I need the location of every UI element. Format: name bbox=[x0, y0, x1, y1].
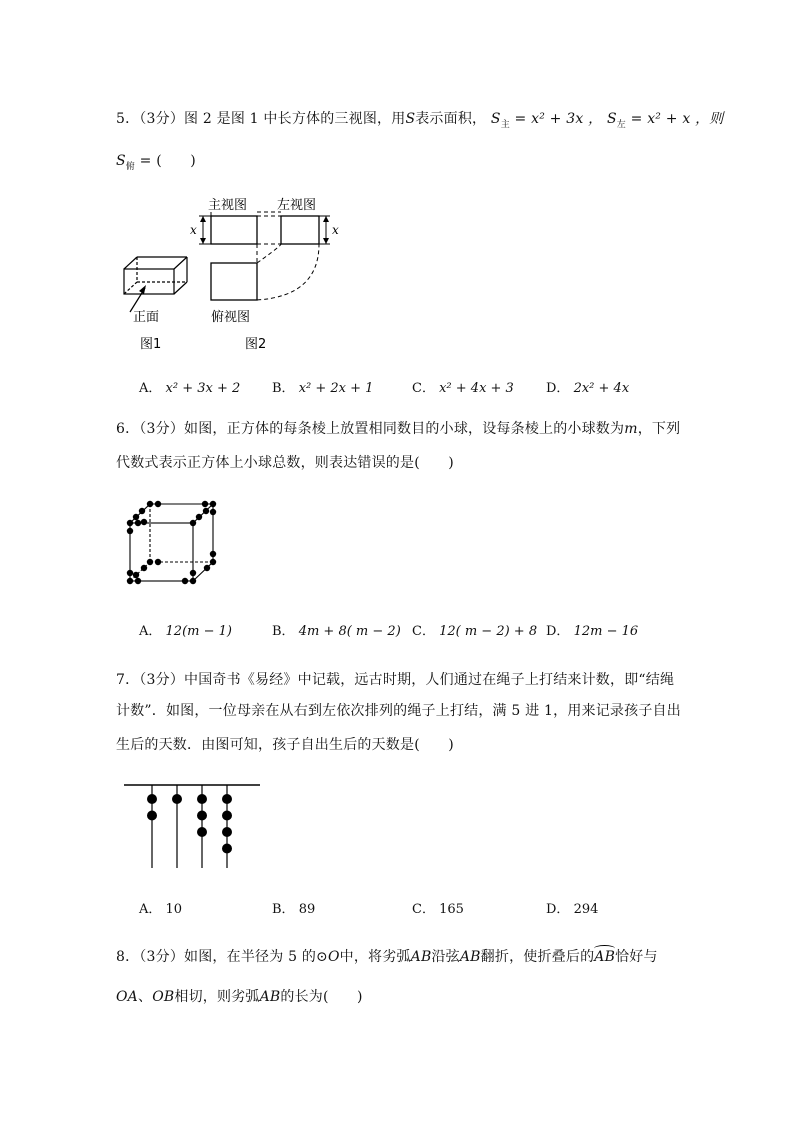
left-view-rect bbox=[281, 216, 319, 244]
q7-rope-figure bbox=[120, 780, 265, 872]
q7-option-a[interactable]: A． 10 bbox=[139, 902, 183, 917]
q7-option-d[interactable]: D． 294 bbox=[546, 902, 599, 917]
q7-option-c[interactable]: C． 165 bbox=[412, 902, 464, 917]
q5-option-a[interactable]: A． x² + 3x + 2 bbox=[139, 381, 241, 396]
q6-line-1: 6．（3分）如图，正方体的每条棱上放置相同数目的小球，设每条棱上的小球数为m，下列 bbox=[116, 421, 681, 437]
q7-line-2: 计数”．如图，一位母亲在从右到左依次排列的绳子上打结，满 5 进 1，用来记录孩子自出 bbox=[116, 703, 681, 719]
cuboid-figure bbox=[124, 257, 187, 294]
q6-option-a[interactable]: A． 12(m − 1) bbox=[139, 624, 232, 639]
q6-option-d[interactable]: D． 12m − 16 bbox=[546, 624, 639, 639]
main-view-rect bbox=[211, 216, 257, 244]
q5-option-d[interactable]: D． 2x² + 4x bbox=[546, 381, 630, 396]
knot bbox=[222, 811, 232, 821]
top-view-label: 俯视图 bbox=[211, 310, 251, 325]
front-label: 正面 bbox=[133, 310, 160, 325]
q5-option-b[interactable]: B． x² + 2x + 1 bbox=[272, 381, 374, 396]
knot bbox=[197, 794, 207, 804]
knot bbox=[172, 794, 182, 804]
main-view-label: 主视图 bbox=[208, 198, 248, 213]
knot bbox=[197, 827, 207, 837]
fig2-label: 图2 bbox=[245, 337, 267, 352]
left-view-label: 左视图 bbox=[277, 198, 317, 213]
q8-line-1: 8．（3分）如图，在半径为 5 的⊙O中，将劣弧AB沿弦AB翻折，使折叠后的 AB恰好与 bbox=[116, 946, 658, 966]
q5-line-1: 5．（3分）图 2 是图 1 中长方体的三视图，用S表示面积， $S_主 = x^2 + 3x$ ， $S_左 = x^2 + x$ ，则 bbox=[116, 111, 724, 130]
fig1-label: 图1 bbox=[140, 337, 162, 352]
q6-option-c[interactable]: C． 12( m − 2) + 8 bbox=[412, 624, 538, 639]
knot bbox=[147, 811, 157, 821]
x-label-right: x bbox=[332, 223, 339, 237]
knot bbox=[222, 794, 232, 804]
q6-line-2: 代数式表示正方体上小球总数，则表达错误的是( ) bbox=[116, 455, 454, 471]
knot bbox=[222, 827, 232, 837]
q8-line-2: OA、OB相切，则劣弧AB的长为( ) bbox=[116, 989, 363, 1005]
top-view-rect bbox=[211, 263, 257, 300]
q5-line-2: $S_俯$ = ( ) bbox=[116, 153, 196, 172]
q5-option-c[interactable]: C． x² + 4x + 3 bbox=[412, 381, 514, 396]
q7-line-1: 7．（3分）中国奇书《易经》中记载，远古时期，人们通过在绳子上打结来计数，即“结绳 bbox=[116, 672, 675, 688]
q7-option-b[interactable]: B． 89 bbox=[272, 902, 316, 917]
q6-cube-figure bbox=[118, 495, 228, 595]
q6-option-b[interactable]: B． 4m + 8( m − 2) bbox=[272, 624, 401, 639]
knot bbox=[147, 794, 157, 804]
x-label-left: x bbox=[190, 223, 197, 237]
q7-line-3: 生后的天数．由图可知，孩子自出生后的天数是( ) bbox=[116, 737, 454, 753]
arc-ab: AB bbox=[594, 949, 615, 965]
knot bbox=[197, 811, 207, 821]
knot bbox=[222, 844, 232, 854]
q5-figure bbox=[110, 190, 370, 360]
